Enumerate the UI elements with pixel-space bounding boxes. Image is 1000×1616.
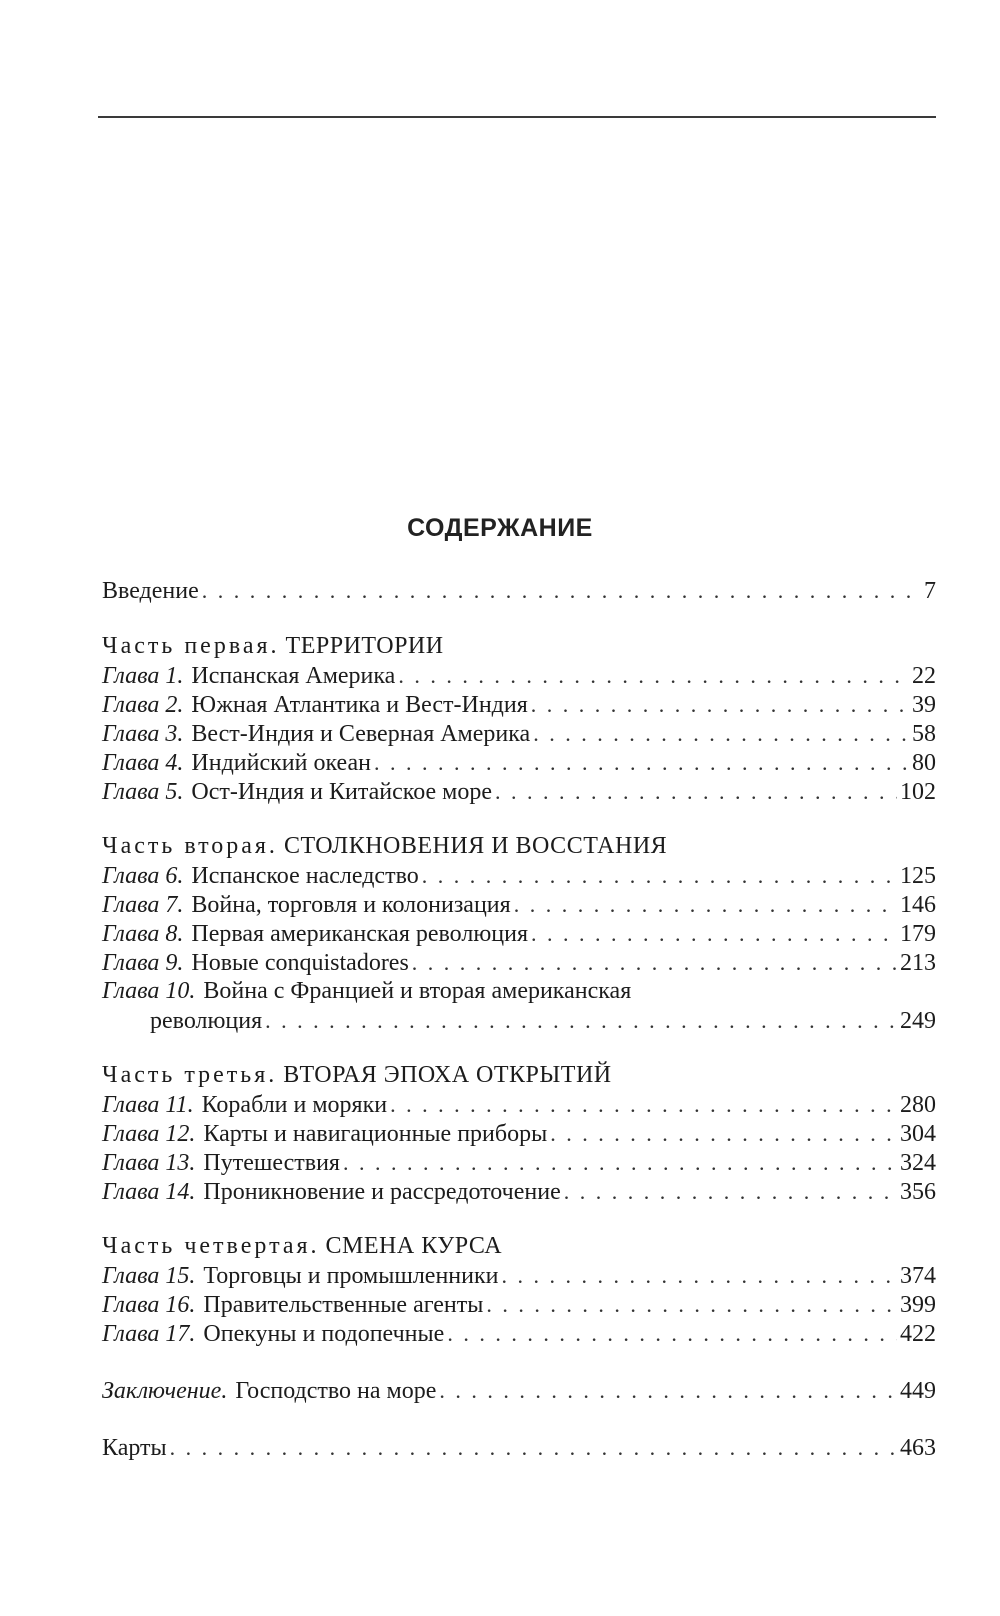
chapter-title: Испанское наследство (191, 863, 419, 889)
leader-dots (514, 890, 897, 919)
part-heading-1 (102, 632, 936, 661)
chapter-title: Проникновение и рассредоточение (203, 1179, 561, 1205)
chapter-label: Глава 2. (102, 692, 184, 718)
toc-entry-chapter-12[interactable] (102, 1119, 936, 1148)
toc-entry-chapter-1[interactable] (102, 661, 936, 690)
chapter-title: Новые conquistadores (191, 950, 409, 976)
leader-dots (495, 777, 897, 806)
chapter-title: Война с Францией и вторая американская (203, 978, 632, 1004)
part-title: ТЕРРИТОРИИ (285, 633, 444, 659)
chapter-label: Глава 15. (102, 1263, 196, 1289)
chapter-title: Вест-Индия и Северная Америка (191, 721, 531, 747)
page-number: 125 (900, 863, 936, 889)
chapter-label: Глава 6. (102, 863, 184, 889)
leader-dots (531, 919, 897, 948)
leader-dots (390, 1090, 897, 1119)
toc-entry-maps[interactable] (102, 1433, 936, 1462)
chapter-label: Глава 3. (102, 721, 184, 747)
entry-title: Введение (102, 578, 199, 604)
chapter-label: Глава 7. (102, 892, 184, 918)
leader-dots (202, 576, 921, 606)
toc-entry-chapter-5[interactable] (102, 777, 936, 806)
page-number: 280 (900, 1092, 936, 1118)
chapter-label: Глава 16. (102, 1292, 196, 1318)
toc-entry-chapter-8[interactable] (102, 919, 936, 948)
part-label: Часть вторая. (102, 833, 278, 859)
leader-dots (533, 719, 909, 748)
page-number: 399 (900, 1292, 936, 1318)
page-number: 146 (900, 892, 936, 918)
part-title: СТОЛКНОВЕНИЯ И ВОССТАНИЯ (283, 833, 668, 859)
chapter-title: Корабли и моряки (201, 1092, 388, 1118)
leader-dots (343, 1148, 897, 1177)
chapter-title: Первая американская революция (191, 921, 528, 947)
page-number: 356 (900, 1179, 936, 1205)
leader-dots (564, 1177, 897, 1206)
toc-entry-chapter-10[interactable] (102, 977, 936, 1006)
chapter-label: Глава 4. (102, 750, 184, 776)
toc-entry-chapter-7[interactable] (102, 890, 936, 919)
chapter-label: Глава 1. (102, 663, 184, 689)
maps-title: Карты (102, 1435, 167, 1461)
chapter-label: Глава 11. (102, 1092, 194, 1118)
leader-dots (486, 1290, 897, 1319)
page-number: 39 (912, 692, 936, 718)
toc-entry-chapter-6[interactable] (102, 861, 936, 890)
top-rule (98, 116, 936, 118)
toc-entry-chapter-16[interactable] (102, 1290, 936, 1319)
page-number: 213 (900, 950, 936, 976)
page-number: 22 (912, 663, 936, 689)
toc-entry-introduction[interactable] (102, 576, 936, 606)
leader-dots (374, 748, 909, 777)
part-heading-2 (102, 832, 936, 861)
chapter-label: Глава 12. (102, 1121, 196, 1147)
toc-entry-chapter-4[interactable] (102, 748, 936, 777)
part-label: Часть первая. (102, 633, 280, 659)
page-number: 449 (900, 1378, 936, 1404)
part-label: Часть третья. (102, 1062, 278, 1088)
toc-entry-chapter-14[interactable] (102, 1177, 936, 1206)
conclusion-title: Господство на море (235, 1378, 437, 1404)
leader-dots (447, 1319, 897, 1348)
chapter-title: Южная Атлантика и Вест-Индия (191, 692, 528, 718)
table-of-contents (102, 576, 936, 1462)
part-title: ВТОРАЯ ЭПОХА ОТКРЫТИЙ (283, 1062, 612, 1088)
toc-entry-conclusion[interactable] (102, 1376, 936, 1405)
page-number: 324 (900, 1150, 936, 1176)
page-number: 102 (900, 779, 936, 805)
leader-dots (531, 690, 909, 719)
page-number: 374 (900, 1263, 936, 1289)
toc-entry-chapter-2[interactable] (102, 690, 936, 719)
part-heading-3 (102, 1061, 936, 1090)
chapter-label: Глава 14. (102, 1179, 196, 1205)
chapter-label: Глава 9. (102, 950, 184, 976)
leader-dots (170, 1433, 897, 1462)
chapter-label: Глава 17. (102, 1321, 196, 1347)
chapter-title: Ост-Индия и Китайское море (191, 779, 492, 805)
chapter-title: Опекуны и подопечные (203, 1321, 445, 1347)
leader-dots (501, 1261, 897, 1290)
toc-entry-chapter-10-continued[interactable] (102, 1006, 936, 1035)
page-number: 249 (900, 1008, 936, 1034)
page-number: 179 (900, 921, 936, 947)
chapter-title-continuation: революция (150, 1008, 263, 1034)
part-title: СМЕНА КУРСА (325, 1233, 503, 1259)
part-heading-4 (102, 1232, 936, 1261)
leader-dots (265, 1006, 897, 1035)
toc-entry-chapter-11[interactable] (102, 1090, 936, 1119)
leader-dots (398, 661, 909, 690)
chapter-title: Испанская Америка (191, 663, 396, 689)
chapter-title: Торговцы и промышленники (203, 1263, 499, 1289)
page-number: 463 (900, 1435, 936, 1461)
toc-entry-chapter-17[interactable] (102, 1319, 936, 1348)
chapter-label: Глава 13. (102, 1150, 196, 1176)
chapter-title: Карты и навигационные приборы (203, 1121, 548, 1147)
chapter-title: Индийский океан (191, 750, 371, 776)
page-title: СОДЕРЖАНИЕ (407, 514, 593, 542)
toc-entry-chapter-3[interactable] (102, 719, 936, 748)
chapter-label: Глава 10. (102, 978, 196, 1004)
conclusion-label: Заключение. (102, 1378, 228, 1404)
page-number: 58 (912, 721, 936, 747)
leader-dots (439, 1376, 897, 1405)
leader-dots (550, 1119, 897, 1148)
chapter-label: Глава 8. (102, 921, 184, 947)
page-number: 422 (900, 1321, 936, 1347)
chapter-title: Война, торговля и колонизация (191, 892, 511, 918)
page-number: 7 (924, 578, 936, 604)
toc-entry-chapter-15[interactable] (102, 1261, 936, 1290)
chapter-title: Правительственные агенты (203, 1292, 484, 1318)
part-label: Часть четвертая. (102, 1233, 320, 1259)
page-number: 80 (912, 750, 936, 776)
toc-entry-chapter-9[interactable] (102, 948, 936, 977)
page-number: 304 (900, 1121, 936, 1147)
leader-dots (422, 861, 897, 890)
leader-dots (412, 948, 897, 977)
toc-entry-chapter-13[interactable] (102, 1148, 936, 1177)
chapter-label: Глава 5. (102, 779, 184, 805)
chapter-title: Путешествия (203, 1150, 340, 1176)
